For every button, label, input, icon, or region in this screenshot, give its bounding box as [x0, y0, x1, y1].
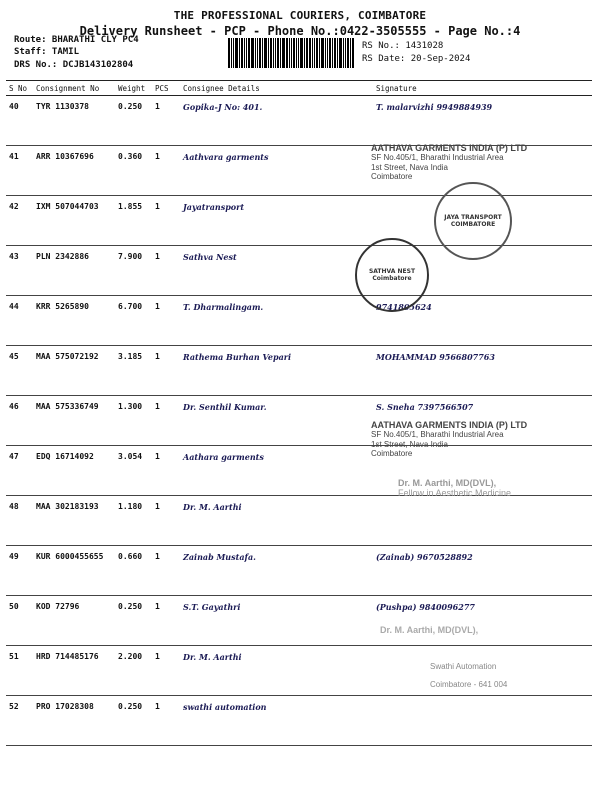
cell-weight: 0.250: [115, 596, 152, 646]
cell-sno: 52: [6, 696, 33, 746]
barcode-bar: [352, 38, 354, 68]
cell-consignment: HRD 714485176: [33, 646, 115, 696]
cell-signature: S. Sneha 7397566507: [373, 396, 592, 446]
cell-consignment: IXM 507044703: [33, 196, 115, 246]
sathva-nest-seal: [355, 238, 429, 312]
cell-consignee: Dr. M. Aarthi: [180, 646, 373, 696]
cell-sno: 44: [6, 296, 33, 346]
table-row: [6, 346, 592, 396]
seal-text: JAYA TRANSPORT COIMBATORE: [444, 214, 502, 228]
cell-weight: 1.855: [115, 196, 152, 246]
stamp-line: AATHAVA GARMENTS INDIA (P) LTD: [371, 143, 528, 153]
cell-consignee: swathi automation: [180, 696, 373, 746]
barcode-bar: [293, 38, 295, 68]
cell-sno: 40: [6, 96, 33, 146]
cell-signature: [373, 696, 592, 746]
table-row: [6, 246, 592, 296]
barcode-bar: [251, 38, 254, 68]
column-header: Weight: [115, 81, 152, 96]
barcode-bar: [300, 38, 303, 68]
column-header: Signature: [373, 81, 592, 96]
cell-weight: 0.250: [115, 96, 152, 146]
cell-weight: 1.180: [115, 496, 152, 546]
table-row: [6, 96, 592, 146]
barcode-bar: [235, 38, 238, 68]
cell-pcs: 1: [152, 446, 180, 496]
cell-consignee: Jayatransport: [180, 196, 373, 246]
cell-consignee: Dr. M. Aarthi: [180, 496, 373, 546]
cell-consignee: Dr. Senthil Kumar.: [180, 396, 373, 446]
barcode-bar: [309, 38, 311, 68]
barcode-bar: [286, 38, 288, 68]
barcode-bar: [321, 38, 324, 68]
stamp-line: SF No.405/1, Bharathi Industrial Area: [371, 430, 504, 440]
barcode: [228, 38, 355, 68]
cell-sno: 43: [6, 246, 33, 296]
cell-weight: 0.250: [115, 696, 152, 746]
cell-weight: 3.054: [115, 446, 152, 496]
cell-consignee: Gopika-J No: 401.: [180, 96, 373, 146]
cell-sno: 51: [6, 646, 33, 696]
cell-weight: 0.660: [115, 546, 152, 596]
cell-consignment: TYR 1130378: [33, 96, 115, 146]
barcode-bar: [345, 38, 346, 68]
table-header-row: [6, 81, 592, 96]
barcode-bar: [339, 38, 342, 68]
stamp-line: Coimbatore: [371, 171, 413, 181]
table-row: [6, 596, 592, 646]
table-row: [6, 546, 592, 596]
barcode-bar: [327, 38, 328, 68]
cell-consignment: MAA 575336749: [33, 396, 115, 446]
cell-sno: 42: [6, 196, 33, 246]
company-title: THE PROFESSIONAL COURIERS, COIMBATORE: [173, 9, 427, 22]
cell-pcs: 1: [152, 696, 180, 746]
column-header: Consignee Details: [180, 81, 373, 96]
cell-sno: 49: [6, 546, 33, 596]
cell-weight: 1.300: [115, 396, 152, 446]
barcode-bar: [255, 38, 256, 68]
runsheet-subtitle: Delivery Runsheet - PCP - Phone No.:0422-3505555 - Page No.:4: [79, 24, 521, 38]
barcode-bar: [273, 38, 274, 68]
cell-pcs: 1: [152, 146, 180, 196]
barcode-bar: [244, 38, 245, 68]
stamp-line: SF No.405/1, Bharathi Industrial Area: [371, 153, 504, 163]
cell-weight: 7.900: [115, 246, 152, 296]
barcode-bar: [291, 38, 292, 68]
barcode-bar: [350, 38, 351, 68]
barcode-bar: [268, 38, 269, 68]
barcode-bar: [228, 38, 230, 68]
barcode-bar: [231, 38, 232, 68]
barcode-bar: [270, 38, 272, 68]
cell-signature: T. malarvizhi 9949884939: [373, 96, 592, 146]
barcode-bar: [332, 38, 333, 68]
stamp-line: Coimbatore - 641 004: [430, 680, 508, 690]
cell-consignment: EDQ 16714092: [33, 446, 115, 496]
drs-number: DRS No.: DCJB143102804: [14, 60, 134, 70]
cell-weight: 3.185: [115, 346, 152, 396]
table-row: [6, 696, 592, 746]
barcode-bar: [277, 38, 279, 68]
barcode-bar: [280, 38, 281, 68]
barcode-bar: [289, 38, 290, 68]
stamp-line: Fellow in Aesthetic Medicine: [398, 488, 512, 499]
cell-weight: 6.700: [115, 296, 152, 346]
barcode-bar: [262, 38, 263, 68]
barcode-bar: [334, 38, 336, 68]
seal-text: SATHVA NEST Coimbatore: [368, 268, 416, 282]
cell-pcs: 1: [152, 546, 180, 596]
cell-weight: 0.360: [115, 146, 152, 196]
column-header: PCS: [152, 81, 180, 96]
cell-pcs: 1: [152, 196, 180, 246]
stamp-line: Coimbatore: [371, 448, 413, 458]
cell-sno: 41: [6, 146, 33, 196]
barcode-bar: [259, 38, 261, 68]
cell-sno: 46: [6, 396, 33, 446]
cell-consignment: MAA 575072192: [33, 346, 115, 396]
barcode-bar: [248, 38, 250, 68]
cell-pcs: 1: [152, 596, 180, 646]
barcode-bar: [329, 38, 331, 68]
cell-sno: 50: [6, 596, 33, 646]
cell-consignee: Sathva Nest: [180, 246, 373, 296]
rs-date: RS Date: 20-Sep-2024: [362, 54, 471, 64]
barcode-bar: [337, 38, 338, 68]
cell-consignment: ARR 10367696: [33, 146, 115, 196]
stamp-line: Dr. M. Aarthi, MD(DVL),: [380, 625, 479, 635]
cell-pcs: 1: [152, 296, 180, 346]
cell-signature: (Zainab) 9670528892: [373, 546, 592, 596]
barcode-bar: [343, 38, 344, 68]
cell-pcs: 1: [152, 246, 180, 296]
barcode-bar: [264, 38, 267, 68]
cell-signature: (Pushpa) 9840096277: [373, 596, 592, 646]
cell-consignee: Aathvara garments: [180, 146, 373, 196]
aarthi-stamp-1: [398, 478, 511, 499]
cell-consignment: KRR 5265890: [33, 296, 115, 346]
cell-pcs: 1: [152, 96, 180, 146]
barcode-bar: [233, 38, 234, 68]
cell-pcs: 1: [152, 346, 180, 396]
barcode-bar: [246, 38, 247, 68]
aathava-stamp-2: [371, 420, 527, 458]
cell-sno: 48: [6, 496, 33, 546]
barcode-bar: [316, 38, 318, 68]
aathava-stamp-1: [371, 143, 527, 181]
barcode-bar: [239, 38, 240, 68]
barcode-bar: [298, 38, 299, 68]
barcode-bar: [304, 38, 305, 68]
cell-sno: 47: [6, 446, 33, 496]
column-header: S No: [6, 81, 33, 96]
cell-consignment: KOD 72796: [33, 596, 115, 646]
swathi-stamp: [430, 662, 507, 690]
transport-seal: [434, 182, 512, 260]
cell-consignee: S.T. Gayathri: [180, 596, 373, 646]
stamp-line: 1st Street, Nava India: [371, 439, 448, 449]
cell-sno: 45: [6, 346, 33, 396]
cell-weight: 2.200: [115, 646, 152, 696]
cell-consignee: Rathema Burhan Vepari: [180, 346, 373, 396]
cell-signature: 9741805624: [373, 296, 592, 346]
barcode-bar: [314, 38, 315, 68]
stamp-line: Swathi Automation: [430, 662, 497, 671]
cell-consignment: PRO 17028308: [33, 696, 115, 746]
barcode-bar: [347, 38, 349, 68]
barcode-bar: [306, 38, 308, 68]
barcode-bar: [241, 38, 243, 68]
barcode-bar: [296, 38, 297, 68]
route-label: Route: BHARATHI CLY PC4: [14, 35, 139, 45]
stamp-line: 1st Street, Nava India: [371, 162, 448, 172]
cell-signature: [373, 496, 592, 546]
aarthi-stamp-2: [380, 625, 478, 635]
table-row: [6, 296, 592, 346]
cell-consignee: T. Dharmalingam.: [180, 296, 373, 346]
barcode-bar: [282, 38, 285, 68]
cell-consignment: MAA 302183193: [33, 496, 115, 546]
barcode-bar: [325, 38, 326, 68]
cell-pcs: 1: [152, 496, 180, 546]
staff-label: Staff: TAMIL: [14, 47, 80, 57]
table-row: [6, 496, 592, 546]
cell-pcs: 1: [152, 396, 180, 446]
barcode-bar: [312, 38, 313, 68]
barcode-bar: [257, 38, 258, 68]
rs-number: RS No.: 1431028: [362, 41, 444, 51]
stamp-line: AATHAVA GARMENTS INDIA (P) LTD: [371, 420, 528, 430]
barcode-bar: [275, 38, 276, 68]
cell-consignment: PLN 2342886: [33, 246, 115, 296]
cell-pcs: 1: [152, 646, 180, 696]
cell-consignee: Aathara garments: [180, 446, 373, 496]
cell-consignee: Zainab Mustafa.: [180, 546, 373, 596]
cell-consignment: KUR 6000455655: [33, 546, 115, 596]
stamp-line: Dr. M. Aarthi, MD(DVL),: [398, 478, 497, 488]
cell-signature: MOHAMMAD 9566807763: [373, 346, 592, 396]
barcode-bar: [319, 38, 320, 68]
column-header: Consignment No: [33, 81, 115, 96]
